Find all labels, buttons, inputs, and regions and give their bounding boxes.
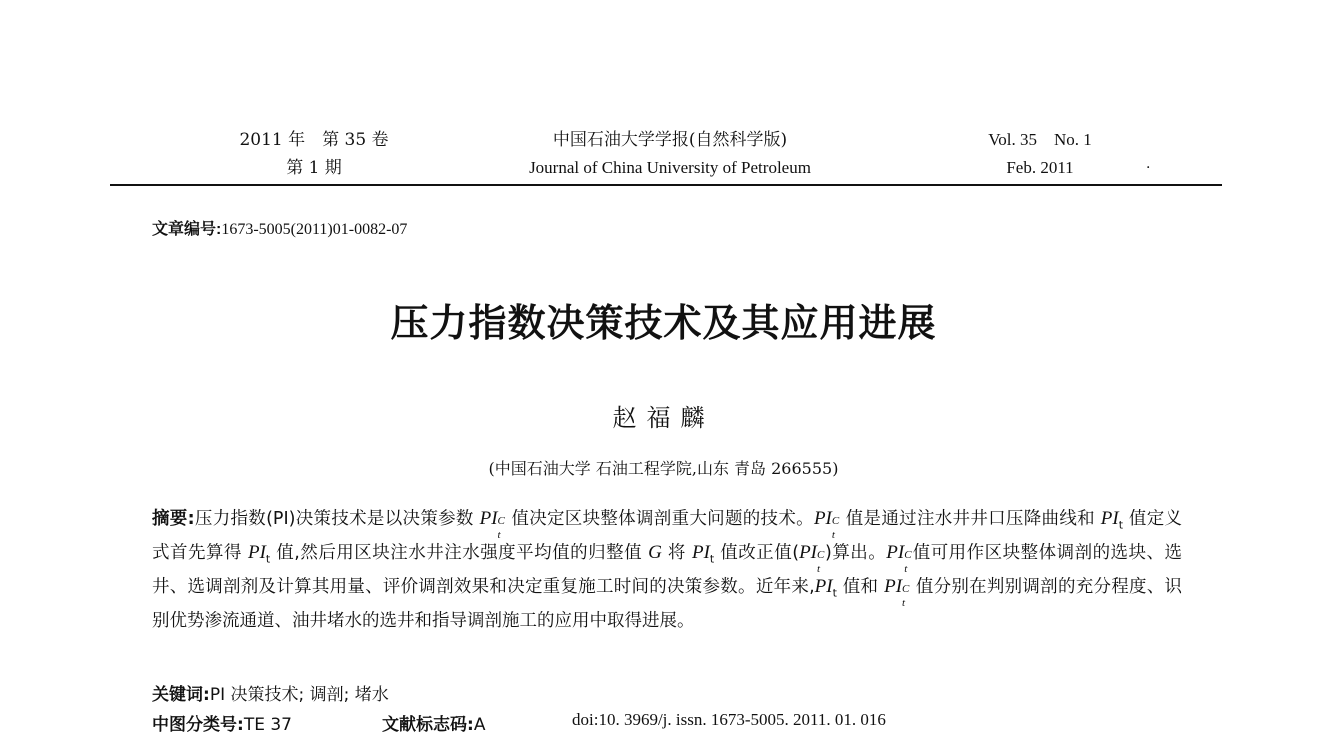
- symbol-pi: PI: [691, 542, 710, 563]
- header-rule: [110, 184, 1222, 186]
- symbol-pi: PI: [886, 542, 905, 563]
- symbol-pi: PI: [1100, 508, 1119, 529]
- abstract-text: 值改正值(: [714, 543, 800, 563]
- abstract-text: 值决定区块整体调剖重大问题的技术。: [505, 509, 814, 529]
- symbol-g: G: [648, 542, 662, 563]
- document-code-label: 文献标志码:: [382, 715, 474, 735]
- document-code-value: A: [473, 715, 486, 735]
- abstract-text: 值分别在判别调剖的充分程度、识别优势渗流通道、油井堵水的选井和指导调剖施工的应用中取得进展。: [152, 577, 1183, 631]
- symbol-sub: t: [817, 563, 821, 575]
- header-journal-name: [470, 126, 870, 182]
- symbol-pi: PI: [884, 576, 903, 597]
- paper-author: 赵福麟: [612, 404, 715, 432]
- symbol-sub: t: [265, 552, 271, 566]
- symbol-pi: PI: [813, 508, 832, 529]
- article-number-value: 1673-5005(2011)01-0082-07: [221, 221, 408, 238]
- article-number-label: 文章编号:: [152, 221, 222, 238]
- symbol-pi: PI: [479, 508, 498, 529]
- header-vol-no: Vol. 35 No. 1: [988, 130, 1092, 149]
- symbol-sub: t: [1118, 518, 1124, 532]
- symbol-script: [497, 514, 506, 541]
- symbol-script: [902, 582, 910, 609]
- symbol-sub: t: [831, 529, 835, 541]
- symbol-sub: t: [709, 552, 715, 566]
- symbol-script: [904, 548, 912, 575]
- abstract-label: 摘要:: [152, 509, 195, 529]
- symbol-sub: t: [832, 586, 837, 600]
- abstract-text: 值是通过注水井井口压降曲线和: [839, 509, 1101, 529]
- abstract-text: 值可用作区块整体调剖的选块、选井、选调剖剂及计算其用量、评价调剖效果和决定重复施工时间的决策参数。近年来,: [152, 543, 1183, 597]
- journal-name-cn: 中国石油大学学报(自然科学版): [552, 130, 788, 150]
- header-issue-number: 第 1 期: [286, 158, 342, 178]
- symbol-sub: t: [902, 597, 906, 609]
- classification-line: [152, 710, 886, 735]
- paper-keywords: [152, 680, 389, 705]
- header-dot: ·: [1146, 160, 1151, 176]
- symbol-sup: C: [497, 515, 505, 527]
- journal-name-en: Journal of China University of Petroleum: [529, 158, 811, 177]
- symbol-pi: PI: [814, 576, 833, 597]
- keywords-value: PI 决策技术; 调剖; 堵水: [209, 685, 389, 705]
- symbol-sup: C: [904, 549, 912, 561]
- classification-value: TE 37: [243, 715, 292, 735]
- symbol-sup: C: [817, 549, 825, 561]
- header-issue-info: [214, 126, 414, 182]
- abstract-text: 值和: [836, 577, 885, 597]
- classification-label: 中图分类号:: [152, 715, 244, 735]
- article-number: [152, 216, 407, 239]
- abstract-text: 压力指数(PI)决策技术是以决策参数: [194, 509, 480, 529]
- symbol-pi: PI: [799, 542, 817, 563]
- document-code: [382, 710, 485, 735]
- paper-abstract: [152, 502, 1182, 638]
- symbol-pi: PI: [247, 542, 266, 563]
- abstract-text: 将: [661, 543, 692, 563]
- doi: doi:10. 3969/j. issn. 1673-5005. 2011. 01. 016: [572, 710, 886, 729]
- symbol-script: [817, 548, 825, 575]
- symbol-sup: C: [902, 583, 910, 595]
- header-date: Feb. 2011: [1006, 158, 1074, 177]
- abstract-text: )算出。: [825, 543, 887, 563]
- paper-affiliation: (中国石油大学 石油工程学院,山东 青岛 266555): [488, 459, 839, 478]
- abstract-text: 值定义式首先算得: [152, 509, 1183, 563]
- header-vol-date: [950, 126, 1130, 182]
- keywords-label: 关键词:: [152, 685, 210, 705]
- header-year-volume: 2011 年 第 35 卷: [239, 130, 389, 150]
- symbol-script: [831, 514, 840, 541]
- paper-title: 压力指数决策技术及其应用进展: [390, 301, 937, 345]
- symbol-sup: C: [831, 515, 840, 527]
- symbol-sub: t: [904, 563, 908, 575]
- abstract-text: 值,然后用区块注水井注水强度平均值的归整值: [270, 543, 649, 563]
- symbol-sub: t: [497, 529, 501, 541]
